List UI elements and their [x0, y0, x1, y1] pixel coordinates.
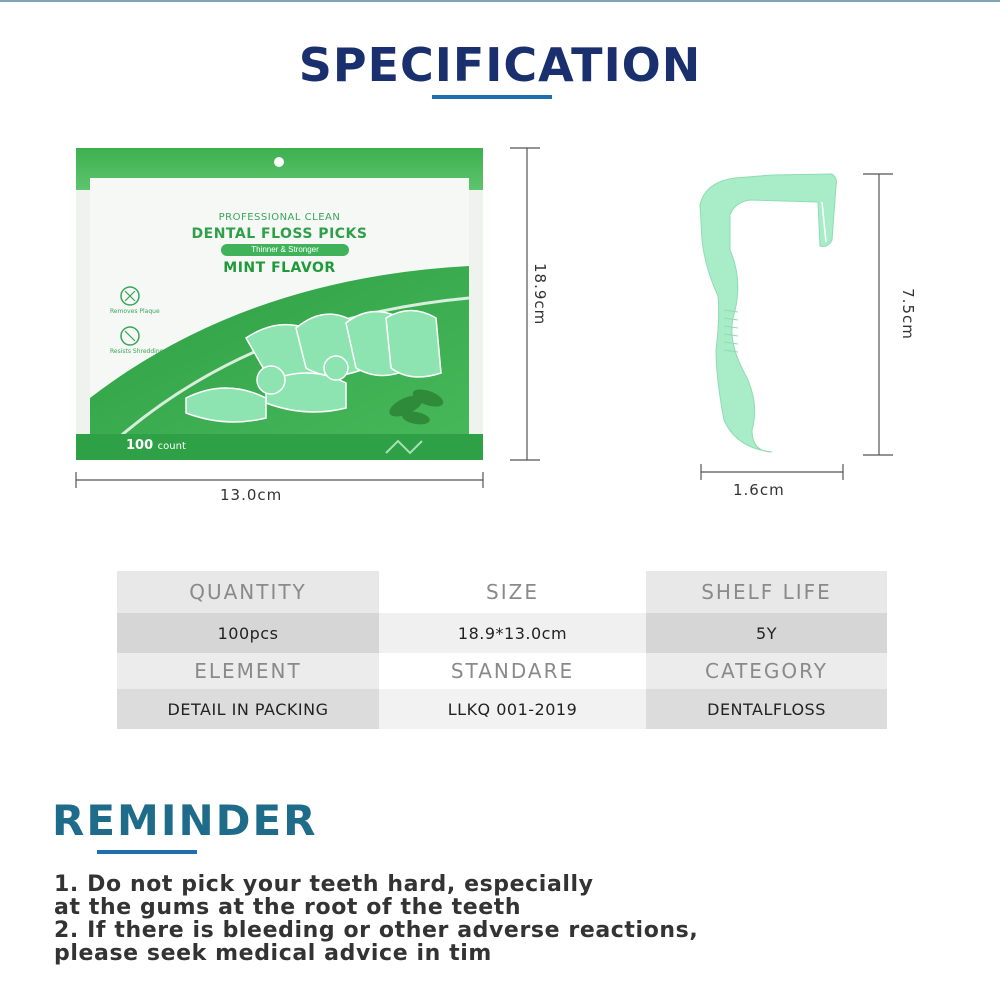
count-word: count — [157, 441, 186, 452]
table-header-quantity: QUANTITY — [117, 571, 379, 613]
table-cell-quantity: 100pcs — [117, 613, 379, 653]
table-cell-element: DETAIL IN PACKING — [117, 689, 379, 729]
feature-resists-shredding: Resists Shredding — [110, 348, 164, 355]
count-number: 100 — [126, 438, 154, 453]
specification-table — [117, 571, 887, 729]
table-header-size: SIZE — [379, 571, 646, 613]
table-header-standare: STANDARE — [379, 653, 646, 689]
reminder-line-3: 2. If there is bleeding or other adverse reactions, — [54, 918, 699, 943]
package-height-label: 18.9cm — [531, 263, 549, 326]
table-cell-size: 18.9*13.0cm — [379, 613, 646, 653]
table-header-shelf-life: SHELF LIFE — [646, 571, 887, 613]
pick-width-label: 1.6cm — [733, 481, 785, 499]
package-width-label: 13.0cm — [220, 486, 283, 504]
pick-height-label: 7.5cm — [899, 288, 917, 340]
table-cell-category: DENTALFLOSS — [646, 689, 887, 729]
package-title: DENTAL FLOSS PICKS — [191, 226, 368, 242]
package-flavor: MINT FLAVOR — [223, 260, 336, 276]
floss-pick-illustration — [700, 174, 837, 452]
table-cell-standare: LLKQ 001-2019 — [379, 689, 646, 729]
reminder-title: REMINDER — [52, 796, 318, 845]
package-badge: Thinner & Stronger — [221, 244, 349, 256]
feature-removes-plaque: Removes Plaque — [110, 308, 160, 315]
reminder-line-2: at the gums at the root of the teeth — [54, 895, 522, 920]
table-header-element: ELEMENT — [117, 653, 379, 689]
package-subtitle: PROFESSIONAL CLEAN — [218, 212, 341, 223]
table-header-category: CATEGORY — [646, 653, 887, 689]
reminder-line-1: 1. Do not pick your teeth hard, especially — [54, 872, 594, 897]
specification-title: SPECIFICATION — [298, 38, 702, 92]
reminder-line-4: please seek medical advice in tim — [54, 941, 492, 966]
table-cell-shelf-life: 5Y — [646, 613, 887, 653]
reminder-underline — [97, 850, 197, 854]
